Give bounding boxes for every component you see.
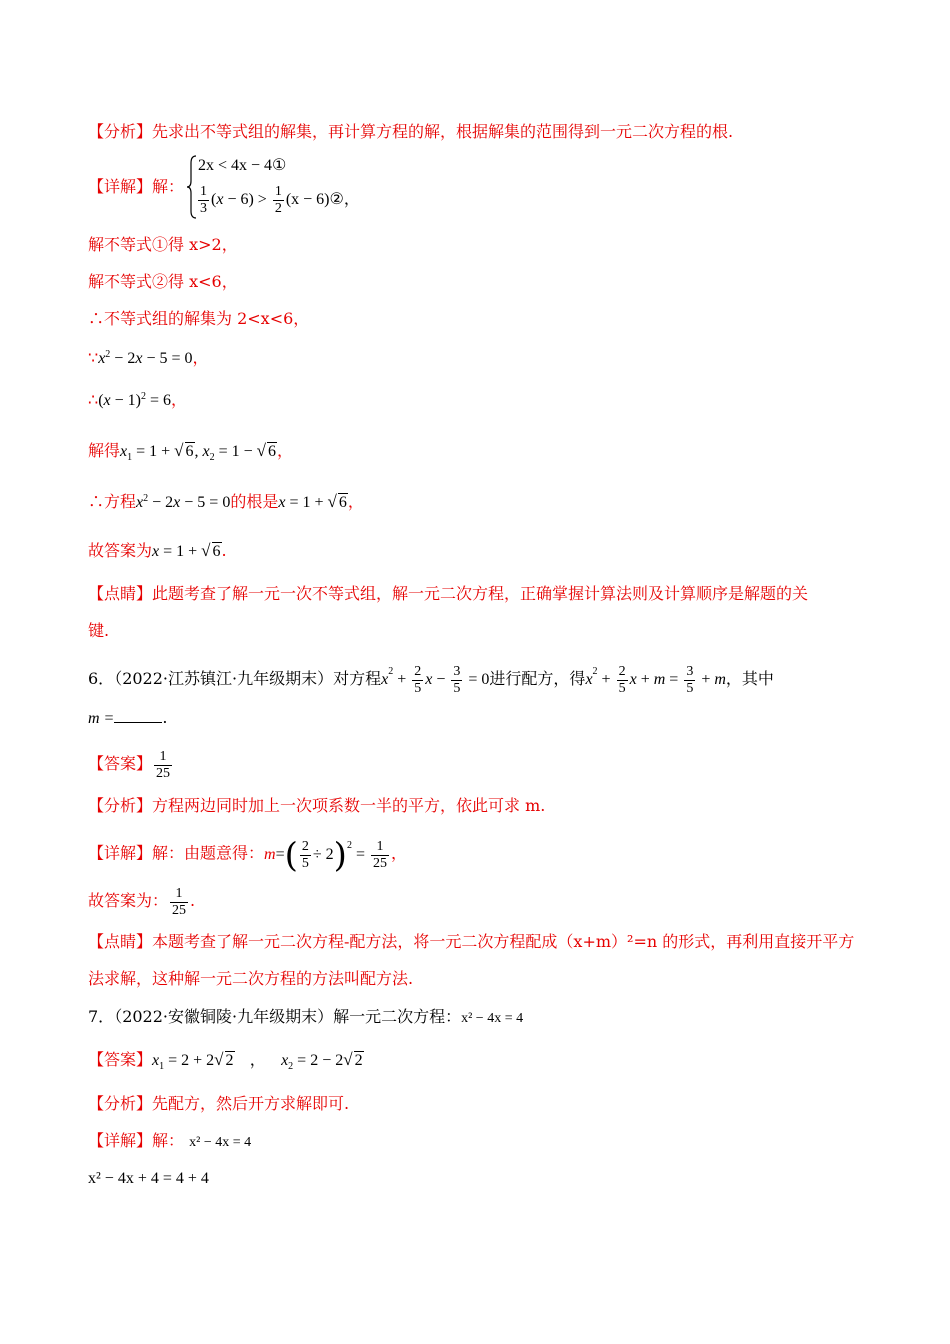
q5-step-1: 解不等式①得 x>2， — [88, 235, 238, 254]
q6-m-label: m = — [88, 710, 115, 727]
root-mid: 的根是 — [230, 492, 279, 511]
q5-final: 故答案为x = 1 + √ 6. — [88, 541, 227, 560]
system-line-2-end: (x − 6)② — [285, 191, 344, 209]
q6-comment — [88, 931, 854, 953]
q6-final: 故答案为： $\frac{1}{25}$ . — [88, 886, 196, 918]
system-line-1: 2x < 4x − 4① — [198, 157, 287, 174]
q5-detail-label — [88, 176, 184, 198]
q7-equation: x² − 4x = 4 — [461, 1011, 524, 1026]
q5-comment-line1: 此题考查了解一元一次不等式组，解一元二次方程，正确掌握计算法则及计算顺序是解题的关 — [152, 584, 809, 603]
q7-source: （2022·安徽铜陵·九年级期末） — [114, 1007, 334, 1026]
q7-detail-prefix: 解： — [152, 1131, 185, 1150]
therefore-symbol: ∴ — [88, 390, 99, 409]
analysis-tag: 【分析】 — [88, 1094, 153, 1113]
system-line-2: $\frac{1}{3}$ (x − 6) > $\frac{1}{2}$ (x − 6)②， — [200, 184, 360, 216]
analysis-tag: 【分析】 — [88, 122, 153, 141]
q6-final-prefix: 故答案为： — [88, 891, 169, 911]
q5-detail-prefix: 解： — [152, 177, 185, 196]
q6-answer — [88, 749, 174, 782]
final-prefix: 故答案为 — [88, 541, 153, 560]
q7-detail — [88, 1130, 251, 1154]
answer-blank — [114, 708, 162, 723]
q7-analysis — [88, 1093, 349, 1115]
system-comma: ， — [343, 191, 360, 209]
root-prefix: ∴方程 — [88, 492, 137, 511]
analysis-tag: 【分析】 — [88, 796, 153, 815]
q6-comment-line2: 法求解，这种解一元二次方程的方法叫配方法. — [88, 969, 414, 988]
q6-source: （2022·江苏镇江·九年级期末） — [114, 669, 334, 689]
q6-answer-den: 25 — [156, 766, 171, 781]
q6-period: . — [162, 708, 168, 727]
answer-tag: 【答案】 — [88, 754, 153, 774]
solve-prefix: 解得 — [88, 441, 121, 460]
q6-stem-a: 对方程 — [333, 669, 382, 689]
q7-analysis-text: 先配方，然后开方求解即可. — [152, 1094, 350, 1113]
q5-step-2: 解不等式②得 x<6， — [88, 272, 238, 291]
q6-analysis — [88, 795, 545, 817]
q5-step-4: $\because x^2 - 2x - 5 = 0$， — [88, 348, 209, 367]
q7-number: 7． — [88, 1007, 115, 1026]
q7-answer-sep: ， — [249, 1052, 266, 1069]
q5-step-6: 解得$x_1 = 1$ + √ 6, $x_2 = 1$ − √ 6， — [88, 441, 294, 464]
comment-tag: 【点睛】 — [88, 932, 153, 951]
q6-answer-num: 1 — [154, 749, 172, 766]
q5-step-7: ∴方程$x^2 - 2x - 5 = 0$的根是x = 1 + √ 6， — [88, 492, 364, 511]
q5-step-5: ∴(x − 1)$^2$ = 6， — [88, 390, 188, 409]
detail-tag: 【详解】 — [88, 177, 153, 196]
q5-analysis-text: 先求出不等式组的解集，再计算方程的解，根据解集的范围得到一元二次方程的根. — [152, 122, 734, 141]
q6-stem-b: 进行配方，得 — [489, 669, 586, 689]
q6-comment-line1: 本题考查了解一元二次方程-配方法，将一元二次方程配成（x+m）²=n 的形式，再利用直接开平方 — [152, 932, 855, 951]
q6-stem-c: ，其中 — [725, 669, 774, 689]
q5-analysis — [88, 121, 733, 143]
q5-comment — [88, 583, 808, 605]
because-symbol: ∵ — [88, 348, 99, 367]
q7-step-1: x² − 4x + 4 = 4 + 4 — [88, 1170, 209, 1187]
q6-detail: 【详解】解：由题意得：m=( $\frac{2}{5}$ ÷ 2)$^2$ = $\frac{1}{25}$ ， — [88, 835, 407, 875]
q5-step-3: ∴不等式组的解集为 2<x<6， — [88, 309, 310, 328]
answer-tag: 【答案】 — [88, 1050, 153, 1069]
detail-tag: 【详解】 — [88, 1131, 153, 1150]
q5-comment-line2: 键. — [88, 621, 110, 640]
q6-detail-prefix: 解：由题意得： — [152, 843, 265, 863]
q6-stem-line2 — [88, 707, 167, 730]
detail-tag: 【详解】 — [88, 843, 153, 863]
comment-tag: 【点睛】 — [88, 584, 153, 603]
q7-stem-text: 解一元二次方程： — [333, 1007, 462, 1026]
q6-analysis-text: 方程两边同时加上一次项系数一半的平方，依此可求 m. — [152, 796, 546, 815]
q7-detail-eq: x² − 4x = 4 — [189, 1135, 252, 1150]
q7-stem — [88, 1006, 523, 1030]
q6-stem: 6．（2022·江苏镇江·九年级期末）对方程$x^2$ + $\frac{2}{5}$ x − $\frac{3}{5}$ = 0进行配方，得$x^2$ + $\frac{2}{5}$ x + m = $\frac{3}{5}$ + m，其中 — [88, 664, 774, 696]
q6-number: 6． — [88, 669, 115, 689]
q7-answer: 【答案】$x_1 = 2 + 2√$ 2 ， $x_2 = 2 - 2√$ 2 — [88, 1050, 363, 1073]
